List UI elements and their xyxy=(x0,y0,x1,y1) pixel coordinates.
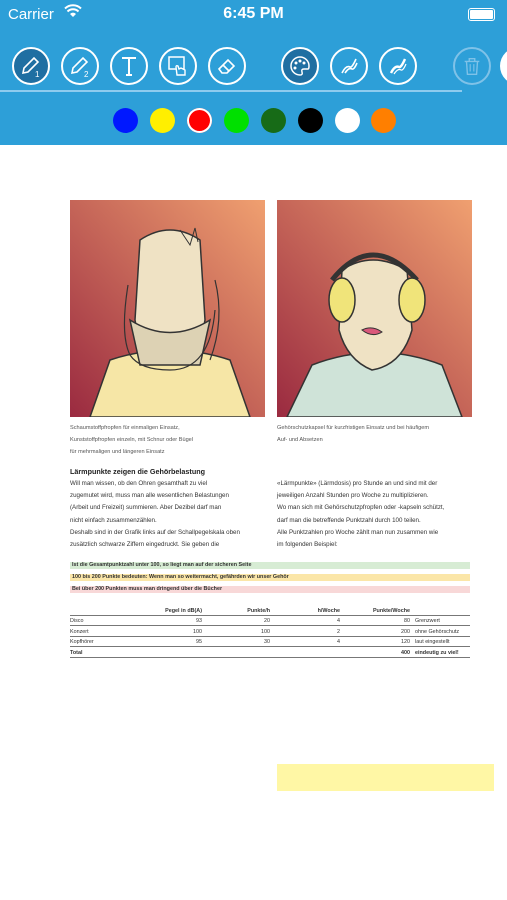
delete-button[interactable] xyxy=(453,47,491,85)
table-cell: Grenzwert xyxy=(415,618,440,624)
table-cell: Disco xyxy=(70,618,84,624)
table-cell: 200 xyxy=(401,628,410,635)
illustration-earplugs xyxy=(70,200,265,417)
table-cell: Pegel in dB(A) xyxy=(165,607,202,614)
body-line: «Lärmpunkte» (Lärmdosis) pro Stunde an und sind mit der xyxy=(277,480,438,487)
color-swatch[interactable] xyxy=(298,108,323,133)
table-cell: 30 xyxy=(264,639,270,645)
pen-1-button[interactable] xyxy=(12,47,50,85)
table-cell: 95 xyxy=(196,639,202,645)
table-cell: 93 xyxy=(196,618,202,624)
illustration-earmuffs xyxy=(277,200,472,417)
section-heading: Lärmpunkte zeigen die Gehörbelastung xyxy=(70,467,205,476)
table-row xyxy=(70,637,470,648)
color-swatch[interactable] xyxy=(150,108,175,133)
document-page xyxy=(62,195,482,675)
caption-line: Gehörschutzkapsel für kurzfristigen Einsatz und bei häufigem xyxy=(277,425,430,431)
caption-right xyxy=(277,422,472,446)
status-bar xyxy=(0,0,507,30)
body-line: Will man wissen, ob den Ohren gesamthaft zu viel xyxy=(70,480,208,487)
body-text-left xyxy=(70,478,270,551)
body-line: zugemutet wird, muss man alle wesentlichen Belastungen xyxy=(70,492,229,500)
body-line: (Arbeit und Freizeit) summieren. Aber Dezibel darf man xyxy=(70,504,222,512)
pen-1-icon xyxy=(19,54,43,78)
body-line: Deshalb sind in der Grafik links auf der Schallpegelskala oben xyxy=(70,528,240,536)
color-swatch[interactable] xyxy=(335,108,360,133)
top-toolbar xyxy=(0,0,507,145)
svg-text:1: 1 xyxy=(35,70,40,78)
carrier-label: Carrier xyxy=(8,6,54,23)
table-cell: 2 xyxy=(337,628,340,635)
pen-2-button[interactable] xyxy=(61,47,99,85)
table-cell: laut eingestellt xyxy=(415,639,450,645)
toolbar-divider xyxy=(0,90,462,92)
table-cell: Konzert xyxy=(70,628,89,635)
text-icon xyxy=(117,54,141,78)
table-cell: Total xyxy=(70,649,83,656)
table-cell: 120 xyxy=(401,639,410,645)
table-cell: 100 xyxy=(261,628,270,635)
table-row xyxy=(70,647,470,658)
body-line: darf man die betreffende Punktzahl durch 100 teilen. xyxy=(277,516,421,524)
more-tools-button[interactable] xyxy=(500,47,507,85)
brush-thick-icon xyxy=(386,54,410,78)
body-line: Wo man sich mit Gehörschutzpfropfen oder -kapseln schützt, xyxy=(277,504,445,512)
body-line: nicht einfach zusammenzählen. xyxy=(70,516,157,524)
color-swatch[interactable] xyxy=(224,108,249,133)
highlight-note[interactable] xyxy=(277,764,494,791)
palette-button[interactable] xyxy=(281,47,319,85)
caption-line: Kunststoffpfropfen einzeln, mit Schnur oder Bügel xyxy=(70,437,194,443)
caption-line: Schaumstoffpfropfen für einmaligen Einsatz, xyxy=(70,425,180,431)
body-line: jeweiligen Anzahl Stunden pro Woche zu multiplizieren. xyxy=(277,492,429,500)
text-tool-button[interactable] xyxy=(110,47,148,85)
caption-line: für mehrmaligen und längeren Einsatz xyxy=(70,449,165,455)
select-tool-button[interactable] xyxy=(159,47,197,85)
body-line: zusätzlich schwarze Ziffern eingedruckt. Sie geben die xyxy=(70,541,220,549)
color-swatch[interactable] xyxy=(113,108,138,133)
table-cell: 4 xyxy=(337,639,340,645)
trash-icon xyxy=(461,55,483,77)
table-cell: 80 xyxy=(404,618,410,624)
table-cell: 4 xyxy=(337,618,340,624)
svg-text:2: 2 xyxy=(84,70,89,78)
table-cell: ohne Gehörschutz xyxy=(415,628,460,635)
table-cell: Punkte/Woche xyxy=(372,607,410,614)
table-cell: 100 xyxy=(193,628,202,635)
info-band-safe: Ist die Gesamtpunktzahl unter 100, so liegt man auf der sicheren Seite xyxy=(70,562,470,569)
table-cell: h/Woche xyxy=(317,607,340,614)
table-cell: 20 xyxy=(264,618,270,624)
eraser-tool-button[interactable] xyxy=(208,47,246,85)
body-text-right xyxy=(277,478,477,551)
clock: 6:45 PM xyxy=(223,5,284,22)
brush-thin-button[interactable] xyxy=(330,47,368,85)
caption-line: Auf- und Absetzen xyxy=(277,437,323,443)
table-row xyxy=(70,616,470,627)
table-cell: eindeutig zu viel! xyxy=(415,649,459,656)
palette-icon xyxy=(288,54,312,78)
table-row xyxy=(70,626,470,637)
caption-left xyxy=(70,422,265,458)
hand-select-icon xyxy=(166,54,190,78)
brush-thin-icon xyxy=(337,54,361,78)
body-line: Alle Punktzahlen pro Woche zählt man nun zusammen wie xyxy=(277,528,439,536)
info-band-warning: 100 bis 200 Punkte bedeuten: Wenn man so weitermacht, gefährden wir unser Gehör xyxy=(70,574,470,581)
table-header-row xyxy=(70,605,470,616)
color-swatch[interactable] xyxy=(187,108,212,133)
table-cell: Kopfhörer xyxy=(70,639,94,645)
color-swatch[interactable] xyxy=(261,108,286,133)
info-band-danger: Bei über 200 Punkten muss man dringend über die Bücher xyxy=(70,586,470,593)
brush-thick-button[interactable] xyxy=(379,47,417,85)
color-swatch[interactable] xyxy=(371,108,396,133)
table-cell: Punkte/h xyxy=(247,607,270,614)
pen-2-icon xyxy=(68,54,92,78)
points-table xyxy=(70,605,470,658)
battery-icon xyxy=(468,8,495,21)
body-line: im folgenden Beispiel: xyxy=(277,541,338,549)
eraser-icon xyxy=(215,54,239,78)
table-cell: 400 xyxy=(401,649,410,656)
